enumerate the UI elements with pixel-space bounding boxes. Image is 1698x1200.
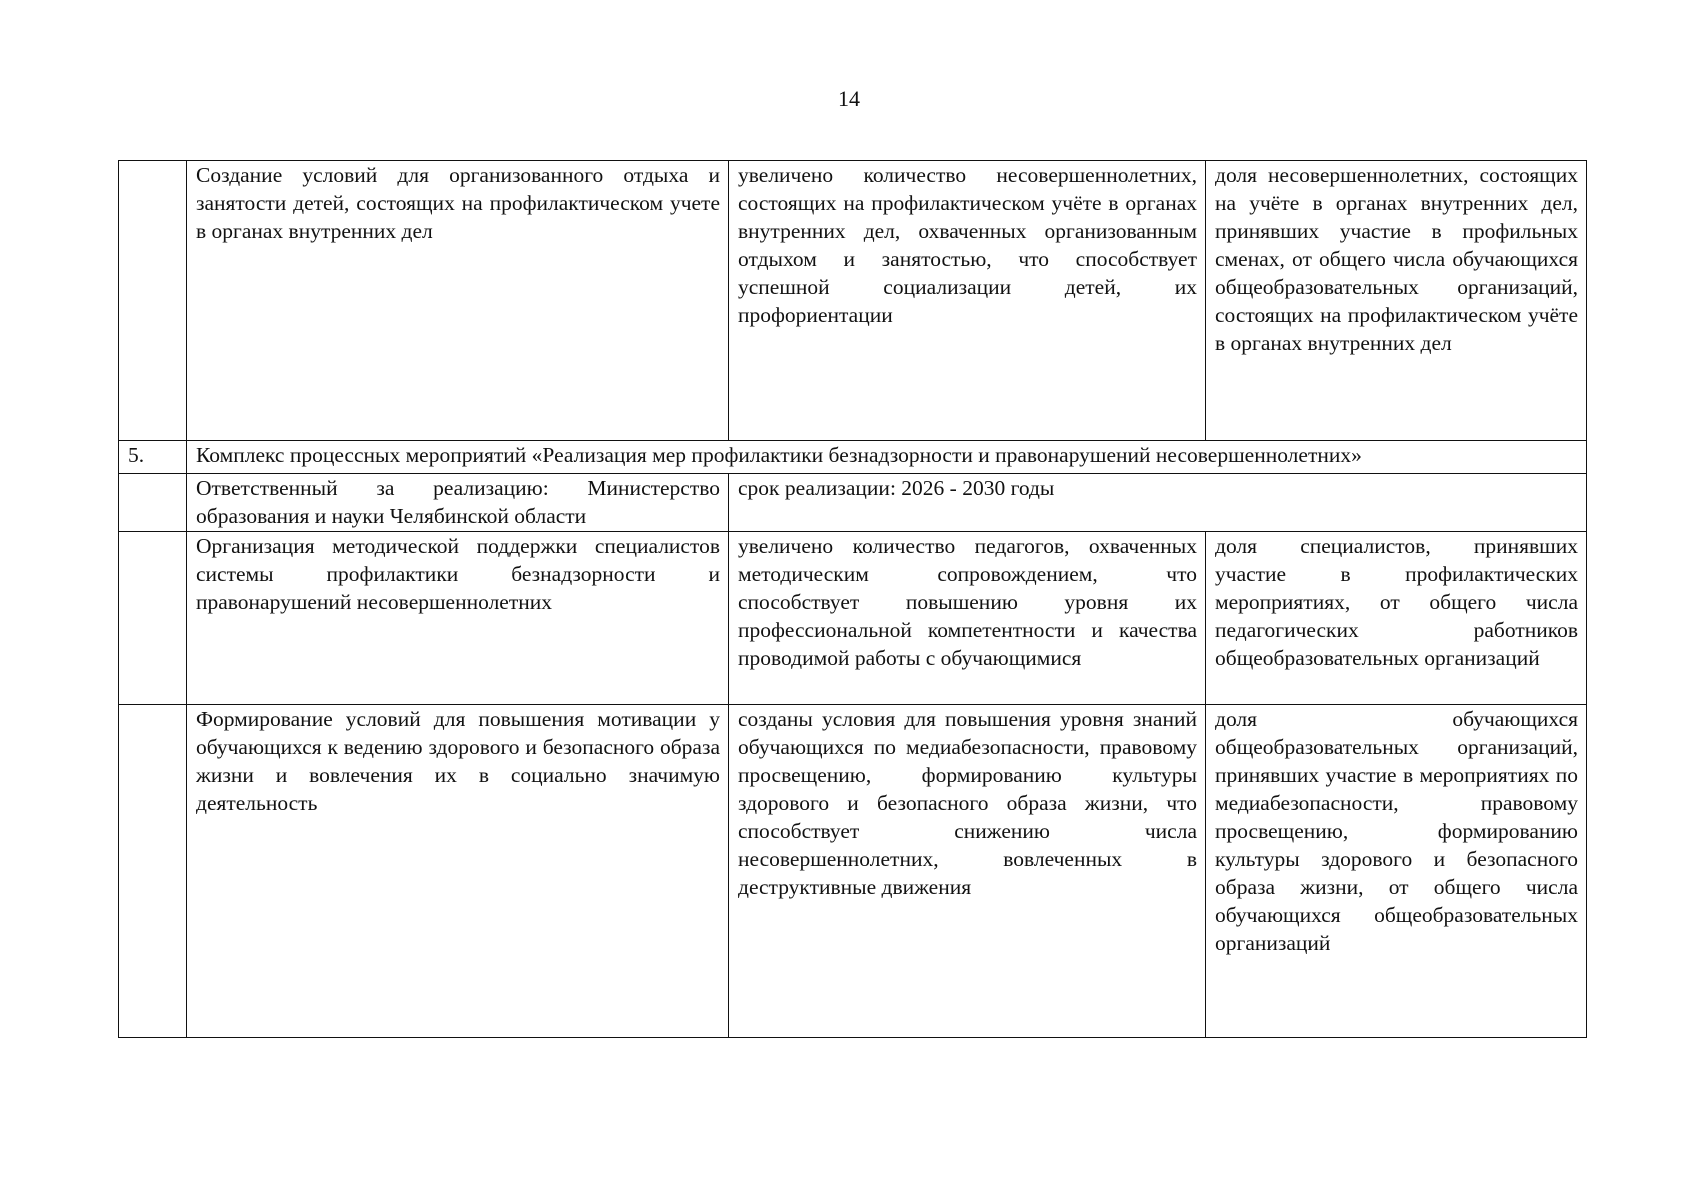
row-number-cell [119, 161, 187, 441]
result-cell: созданы условия для повышения уровня знаний обучающихся по медиабезопасности, правовому просвещению, формированию культуры здорового и безопасного образа жизни, что способствует снижению числа несовершеннолетних, вовлеченных в деструктивные движения [729, 705, 1206, 1038]
task-cell: Создание условий для организованного отдыха и занятости детей, состоящих на профилактическом учете в органах внутренних дел [187, 161, 729, 441]
indicator-cell: доля несовершеннолетних, состоящих на учёте в органах внутренних дел, принявших участие в профильных сменах, от общего числа обучающихся общеобразовательных организаций, состоящих на профилактическом учёте в органах внутренних дел [1206, 161, 1587, 441]
indicator-cell: доля специалистов, принявших участие в профилактических мероприятиях, от общего числа педагогических работников общеобразовательных организаций [1206, 532, 1587, 705]
page-number: 14 [838, 86, 860, 111]
task-cell: Формирование условий для повышения мотивации у обучающихся к ведению здорового и безопасного образа жизни и вовлечения их в социально значимую деятельность [187, 705, 729, 1038]
table-row [119, 532, 1587, 705]
section-title: Комплекс процессных мероприятий «Реализация мер профилактики безнадзорности и правонарушений несовершеннолетних» [187, 441, 1587, 474]
row-number-cell [119, 532, 187, 705]
section-meta-row [119, 474, 1587, 532]
table-row [119, 161, 1587, 441]
result-cell: увеличено количество педагогов, охваченных методическим сопровождением, что способствует повышению уровня их профессиональной компетентности и качества проводимой работы с обучающимися [729, 532, 1206, 705]
task-cell: Организация методической поддержки специалистов системы профилактики безнадзорности и правонарушений несовершеннолетних [187, 532, 729, 705]
section-number: 5. [119, 441, 187, 474]
table-row [119, 705, 1587, 1038]
responsible-cell: Ответственный за реализацию: Министерство образования и науки Челябинской области [187, 474, 729, 532]
result-cell: увеличено количество несовершеннолетних, состоящих на профилактическом учёте в органах внутренних дел, охваченных организованным отдыхом и занятостью, что способствует успешной социализации детей, их профориентации [729, 161, 1206, 441]
measures-table [118, 160, 1587, 1038]
term-cell: срок реализации: 2026 - 2030 годы [729, 474, 1587, 532]
section-header-row [119, 441, 1587, 474]
section-meta-number-cell [119, 474, 187, 532]
row-number-cell [119, 705, 187, 1038]
indicator-cell: доля обучающихся общеобразовательных организаций, принявших участие в мероприятиях по медиабезопасности, правовому просвещению, формированию культуры здорового и безопасного образа жизни, от общего числа обучающихся общеобразовательных организаций [1206, 705, 1587, 1038]
